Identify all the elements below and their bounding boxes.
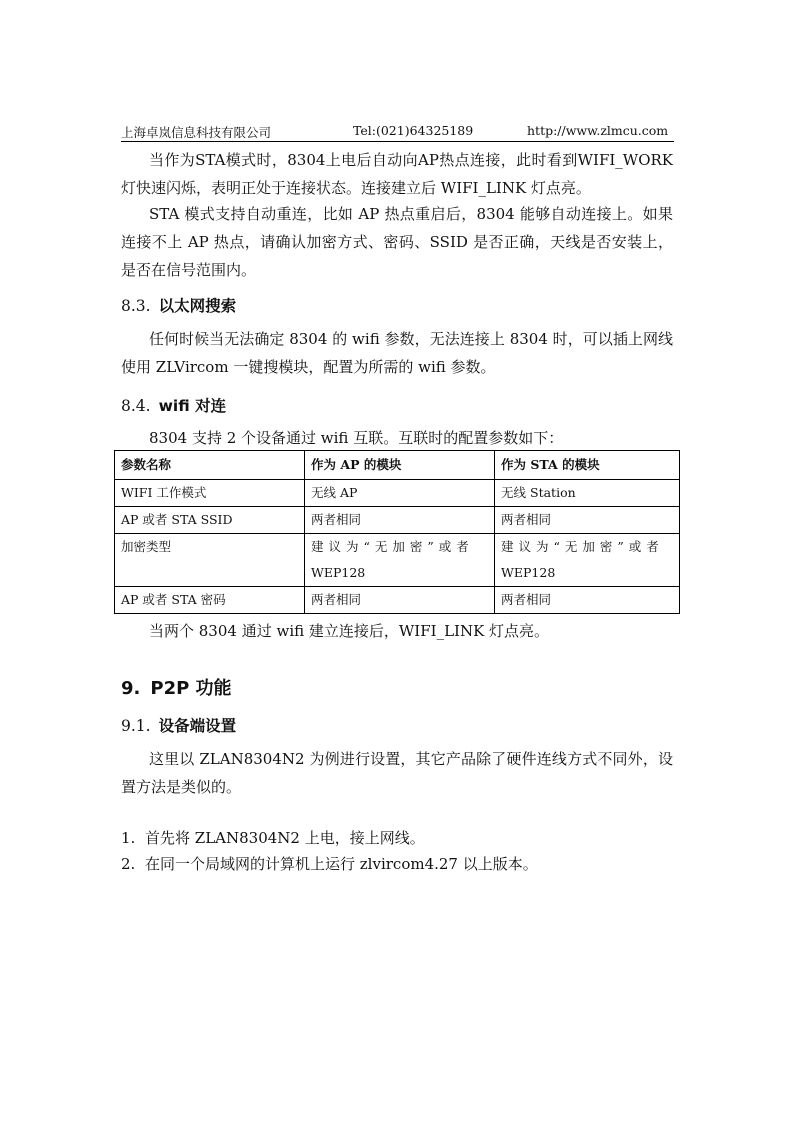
table-cell: AP 或者 STA 密码 (115, 587, 305, 614)
section-8-4-number: 8.4. (121, 397, 151, 415)
table-cell: 建议为“无加密”或者 (305, 534, 495, 561)
section-8-3-number: 8.3. (121, 297, 151, 315)
table-header-cell: 作为 AP 的模块 (305, 451, 495, 480)
table-cell: WEP128 (495, 560, 680, 587)
section-8-3-heading (121, 294, 236, 316)
table-cell: 两者相同 (305, 587, 495, 614)
section-8-3-title: 以太网搜索 (158, 297, 237, 315)
sta-mode-paragraph: 当作为STA模式时，8304上电后自动向AP热点连接，此时看到WIFI_WORK灯快速闪烁，表明正处于连接状态。连接建立后 WIFI_LINK 灯点亮。 (121, 151, 673, 197)
table-cell: WEP128 (305, 560, 495, 587)
table-header-cell: 作为 STA 的模块 (495, 451, 680, 480)
section-8-4-title: wifi 对连 (158, 397, 227, 415)
reconnect-paragraph: STA 模式支持自动重连，比如 AP 热点重启后，8304 能够自动连接上。如果连接不上 AP 热点，请确认加密方式、密码、SSID 是否正确，天线是否安装上，是否在信号范围内。 (121, 205, 673, 279)
table-row (115, 534, 680, 561)
list-item-text: 在同一个局域网的计算机上运行 zlvircom4.27 以上版本。 (145, 855, 538, 873)
table-cell: 两者相同 (495, 587, 680, 614)
list-item-number: 2. (121, 855, 136, 873)
table-row (115, 480, 680, 507)
section-9-1-body: 这里以 ZLAN8304N2 为例进行设置，其它产品除了硬件连线方式不同外，设置方法是类似的。 (121, 750, 673, 796)
table-cell: 两者相同 (305, 507, 495, 534)
table-cell: 加密类型 (115, 534, 305, 587)
section-9-1-heading (121, 714, 236, 736)
section-9-1-number: 9.1. (121, 717, 151, 735)
list-item-text: 首先将 ZLAN8304N2 上电，接上网线。 (145, 829, 425, 847)
section-8-4-intro: 8304 支持 2 个设备通过 wifi 互联。互联时的配置参数如下： (149, 429, 564, 447)
header-company: 上海卓岚信息科技有限公司 (121, 125, 272, 140)
config-table (114, 450, 680, 614)
table-row (115, 587, 680, 614)
table-header-row (115, 451, 680, 480)
table-cell: 两者相同 (495, 507, 680, 534)
header-tel: Tel:(021)64325189 (353, 123, 474, 138)
section-8-3-body: 任何时候当无法确定 8304 的 wifi 参数，无法连接上 8304 时，可以插上网线使用 ZLVircom 一键搜模块，配置为所需的 wifi 参数。 (121, 330, 673, 376)
section-9-1-title: 设备端设置 (158, 717, 237, 735)
list-item (121, 826, 425, 850)
section-9-title: P2P 功能 (150, 678, 232, 699)
table-cell: AP 或者 STA SSID (115, 507, 305, 534)
table-cell: 无线 AP (305, 480, 495, 507)
table-cell: 建议为“无加密”或者 (495, 534, 680, 561)
table-cell: WIFI 工作模式 (115, 480, 305, 507)
section-9-heading (121, 674, 232, 700)
list-item (121, 852, 538, 876)
list-item-number: 1. (121, 829, 136, 847)
page-header (121, 121, 674, 142)
table-row (115, 507, 680, 534)
header-website: http://www.zlmcu.com (527, 123, 669, 138)
table-header-cell: 参数名称 (115, 451, 305, 480)
section-8-4-outro: 当两个 8304 通过 wifi 建立连接后，WIFI_LINK 灯点亮。 (149, 622, 550, 640)
section-8-4-heading (121, 394, 226, 416)
table-cell: 无线 Station (495, 480, 680, 507)
section-9-number: 9. (121, 678, 141, 699)
